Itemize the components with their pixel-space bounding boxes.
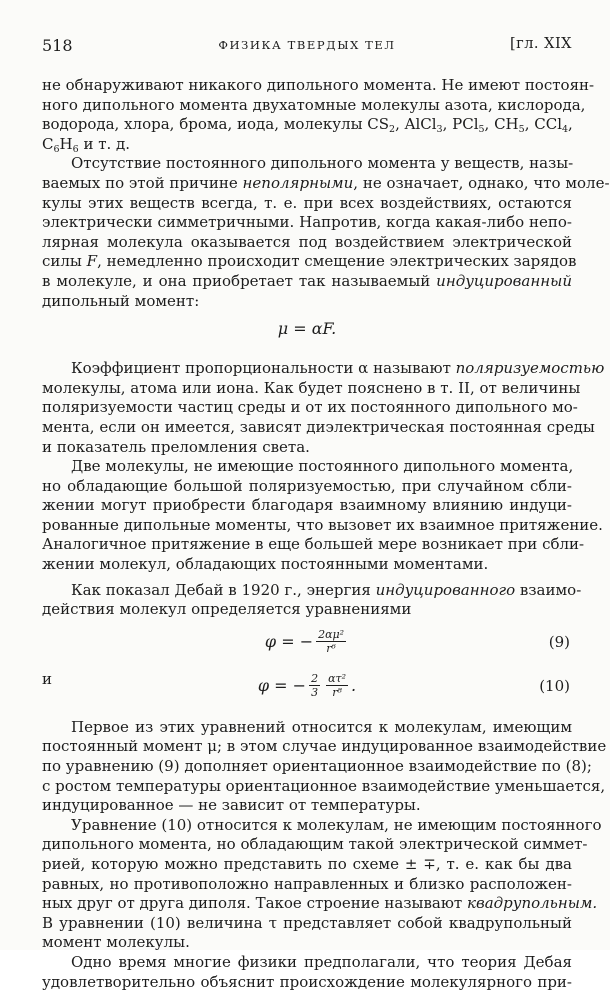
text-run: и т. д. — [78, 134, 131, 153]
subscript: 4 — [562, 124, 569, 136]
fraction-denominator: 3 — [311, 686, 319, 700]
text-run: , немедленно происходит смещение электрических зарядов — [97, 252, 577, 271]
paragraph-3-line-1 — [42, 359, 605, 379]
equation-lhs: φ = − — [264, 632, 314, 652]
fraction-numerator: ατ² — [328, 672, 347, 686]
subscript: 6 — [53, 143, 60, 155]
spacer — [42, 708, 572, 718]
fraction-numerator: 2αμ² — [318, 628, 345, 642]
paragraph-4-line-2: но обладающие большой поляризуемостью, при случайном сбли- — [42, 476, 572, 495]
paragraph-1-line-1: не обнаруживают никакого дипольного момента. Не имеют постоян- — [42, 76, 595, 94]
text-run: , — [568, 115, 573, 134]
paragraph-7-line-1: Уравнение (10) относится к молекулам, не имеющим постоянного — [71, 815, 602, 834]
fraction-denominator: r⁶ — [326, 642, 336, 656]
paragraph-6-line-5: индуцированное — не зависит от температуры. — [42, 796, 421, 815]
paragraph-3-line-5: и показатель преломления света. — [42, 437, 310, 456]
paragraph-3-line-4: мента, если он имеется, зависят диэлектрическая постоянная среды — [42, 417, 595, 436]
equation-lhs: φ = − — [257, 676, 307, 696]
fraction — [316, 628, 346, 655]
equation-10 — [42, 664, 572, 708]
page-body — [42, 76, 610, 992]
paragraph-7-line-7: момент молекулы. — [42, 933, 190, 952]
text-run: ваемых по этой причине — [42, 173, 243, 192]
italic-term: неполярными — [242, 173, 354, 192]
equation-9 — [42, 620, 572, 664]
paragraph-2-line-5: лярная молекула оказывается под воздействием электрической — [42, 232, 572, 251]
italic-term: индуцированный — [436, 271, 572, 290]
paragraph-7-line-2: дипольного момента, но обладающим такой электрической симмет- — [42, 835, 588, 854]
text-run: Как показал Дебай в 1920 г., энергия — [71, 580, 376, 599]
italic-term: индуцированного — [375, 580, 516, 599]
paragraph-6-line-3: по уравнению (9) дополняет ориентационное взаимодействие по (8); — [42, 757, 592, 776]
text-run: , CH — [484, 115, 519, 134]
paragraph-2-line-4: электрически симметричными. Напротив, когда какая-либо непо- — [42, 213, 572, 232]
paragraph-1-line-3 — [42, 115, 572, 135]
subscript: 5 — [518, 124, 525, 136]
running-title: ФИЗИКА ТВЕРДЫХ ТЕЛ — [218, 38, 396, 52]
paragraph-1-line-4 — [42, 135, 572, 155]
subscript: 2 — [389, 124, 396, 136]
italic-symbol: F — [86, 252, 98, 271]
italic-term: поляризуемостью — [455, 359, 605, 378]
text-run: , AlCl — [395, 115, 437, 134]
paragraph-8-line-1: Одно время многие физики предполагали, что теория Дебая — [71, 952, 572, 971]
paragraph-3-line-2: молекулы, атома или иона. Как будет пояснено в т. II, от величины — [42, 378, 581, 397]
page-header — [42, 36, 572, 58]
text-run: силы — [42, 252, 87, 271]
equation-number-9: (9) — [548, 632, 570, 651]
equation-10-body — [42, 664, 572, 708]
paragraph-4-line-6: жении молекул, обладающих постоянными моментами. — [42, 555, 489, 574]
paragraph-1-line-2: ного дипольного момента двухатомные молекулы азота, кислорода, — [42, 95, 586, 114]
paragraph-2-line-3: кулы этих веществ всегда, т. е. при всех воздействиях, остаются — [42, 193, 572, 212]
paragraph-5-line-2: действия молекул определяется уравнениями — [42, 600, 412, 619]
fraction — [309, 672, 320, 699]
paragraph-2-line-7 — [42, 272, 572, 292]
chapter-label: [гл. XIX — [509, 36, 572, 52]
paragraph-2-line-6 — [42, 252, 577, 272]
text-run: в молекуле, и она приобретает так называемый — [42, 271, 437, 290]
paragraph-7-line-4: равных, но противоположно направленных и близко расположен- — [42, 874, 572, 893]
paragraph-7-line-3: рией, которую можно представить по схеме ± ∓, т. е. как бы два — [42, 855, 572, 873]
spacer — [42, 347, 572, 359]
italic-term: квадрупольным. — [467, 894, 598, 913]
text-run: ных друг от друга диполя. Такое строение называют — [42, 894, 467, 913]
text-run: , PCl — [442, 115, 479, 134]
fraction-denominator: r⁸ — [332, 686, 342, 700]
paragraph-2-line-2 — [42, 173, 610, 194]
page-number: 518 — [42, 36, 73, 55]
text-run: взаимо- — [515, 580, 582, 599]
equation-number-10: (10) — [539, 676, 570, 695]
text-run: , не означает, однако, что моле- — [353, 173, 610, 192]
text-run: C — [42, 134, 54, 153]
paragraph-5-line-1 — [42, 580, 582, 601]
text-run: водорода, хлора, брома, иода, молекулы CS — [42, 115, 390, 134]
fraction — [326, 672, 348, 699]
equation-9-expression — [265, 620, 349, 664]
paragraph-3-line-3: поляризуемости частиц среды и от их постоянного дипольного мо- — [42, 398, 578, 417]
paragraph-4-line-1: Две молекулы, не имеющие постоянного дипольного момента, — [71, 457, 574, 476]
equation-9-body — [42, 620, 572, 664]
formula-dipole-moment: μ = αF. — [277, 319, 337, 339]
paragraph-2-line-1: Отсутствие постоянного дипольного момента у веществ, назы- — [71, 154, 574, 173]
subscript: 6 — [72, 143, 79, 155]
paragraph-8-line-2: удовлетворительно объяснит происхождение молекулярного при- — [42, 972, 572, 991]
paragraph-7-line-5 — [42, 894, 598, 914]
paragraph-4-line-4: рованные дипольные моменты, что вызовет их взаимное притяжение. — [42, 515, 603, 534]
paragraph-6-line-1: Первое из этих уравнений относится к молекулам, имеющим — [71, 717, 572, 736]
subscript: 3 — [436, 124, 443, 136]
equation-10-expression — [258, 664, 356, 708]
paragraph-6-line-2: постоянный момент μ; в этом случае индуцированное взаимодействие — [42, 737, 607, 756]
equation-tail: . — [351, 676, 357, 696]
subscript: 5 — [478, 124, 485, 136]
paragraph-2-line-8: дипольный момент: — [42, 291, 200, 310]
paragraph-6-line-4: с ростом температуры ориентационное взаимодействие уменьшается, — [42, 776, 606, 795]
paragraph-4-line-3: жении могут приобрести благодаря взаимному влиянию индуци- — [42, 496, 572, 515]
paragraph-4-line-5: Аналогичное притяжение в еще большей мере возникает при сбли- — [42, 535, 585, 554]
text-run: Коэффициент пропорциональности α называют — [71, 359, 456, 378]
fraction-numerator: 2 — [311, 672, 319, 686]
text-run: , CCl — [524, 115, 562, 134]
text-run: H — [59, 134, 73, 153]
conjunction-and: и — [42, 669, 52, 688]
paragraph-7-line-6: В уравнении (10) величина τ представляет собой квадрупольный — [42, 913, 572, 932]
